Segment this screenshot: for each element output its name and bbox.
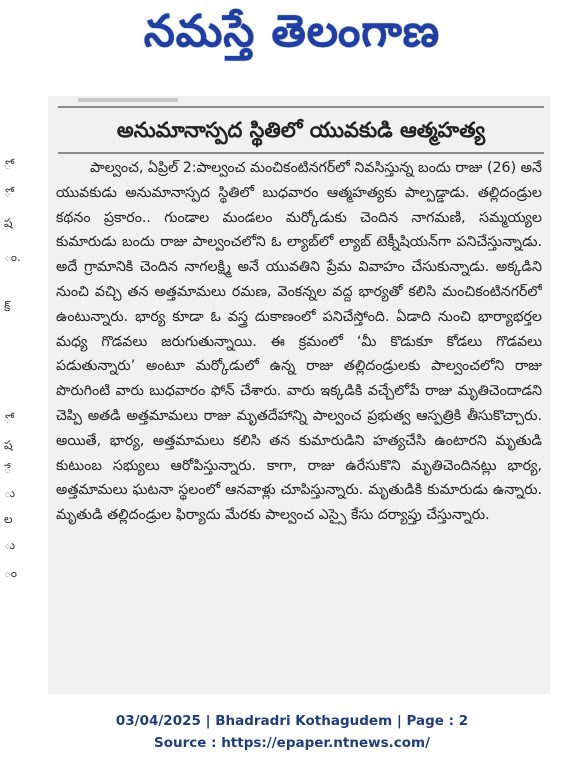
margin-fragment: ు bbox=[4, 538, 16, 552]
clipping-top-fragment bbox=[78, 98, 178, 102]
article-body-container bbox=[56, 156, 542, 686]
footer-source: Source : https://epaper.ntnews.com/ bbox=[153, 735, 431, 751]
margin-fragment: ం. bbox=[4, 250, 21, 264]
masthead bbox=[0, 0, 584, 80]
footer-date-edition: 03/04/2025 | Bhadradri Kothagudem | Page : 2 bbox=[115, 713, 469, 729]
margin-fragment: ు bbox=[4, 486, 16, 500]
margin-fragment: ల bbox=[4, 512, 13, 526]
article-body: పాల్వంచ, ఏప్రిల్ 2:పాల్వంచ మంచికంటినగర్‌లో నివసిస్తున్న బందు రాజు (26) అనే యువకుడు అనుమానాస్పద స్థితిలో బుధవారం ఆత్మహత్యకు పాల్పడ్డాడు. తల్లిదండ్రుల కథనం ప్రకారం.. గుండాల మండలం మర్కోడుకు చెందిన నాగమణి, సమ్మయ్యల కుమారుడు బందు రాజు పాల్వంచలోని ఓ ల్యాబ్‌లో ల్యాబ్ టెక్నీషియన్‌గా పనిచేస్తున్నాడు. అదే గ్రామానికి చెందిన నాగలక్ష్మి అనే యువతిని ప్రేమ వివాహం చేసుకున్నాడు. అక్కడిని నుంచి వచ్చి తన అత్తమామలు రమణ, వెంకన్నల వద్ద భార్యతో కలిసి మంచికంటినగర్‌లో ఉంటున్నారు. భార్య కూడా ఓ వస్త్ర దుకాణంలో పనిచేస్తోంది. ఏడాది నుంచి భార్యాభర్తల మధ్య గొడవలు జరుగుతున్నాయి. ఈ క్రమంలో ‘మీ కొడుకూ కోడలు గొడవలు పడుతున్నారు’ అంటూ మర్కోడులో ఉన్న రాజు తల్లిదండ్రులకు పాల్వంచలోని రాజు పొరుగింటి వారు బుధవారం ఫోన్ చేశారు. వారు ఇక్కడికి వచ్చేలోపే రాజు మృతిచెందాడని చెప్పి అతడి అత్తమామలు రాజు మృతదేహాన్ని పాల్వంచ ప్రభుత్వ ఆస్పత్రికి తీసుకొచ్చారు. అయితే, భార్య, అత్తమామలు కలిసి తన కుమారుడిని హత్యచేసి ఉంటారని మృతుడి కుటుంబ సభ్యులు ఆరోపిస్తున్నారు. కాగా, రాజు ఉరేసుకొని మృతిచెందినట్లు భార్య, అత్తమామలు ఘటనా స్థలంలో ఆనవాళ్లు చూపిస్తున్నారు. మృతుడికి కుమారుడు ఉన్నారు. మృతుడి తల్లిదండ్రుల ఫిర్యాదు మేరకు పాల్వంచ ఎస్సై కేసు దర్యాప్తు చేస్తున్నారు. bbox=[56, 160, 542, 524]
footer bbox=[0, 710, 584, 754]
article-headline: అనుమానాస్పద స్థితిలో యువకుడి ఆత్మహత్య bbox=[58, 106, 544, 154]
margin-fragment: ో bbox=[4, 186, 11, 200]
margin-fragment: ో bbox=[4, 412, 11, 426]
margin-fragment: ో bbox=[4, 158, 11, 172]
left-column-fragments bbox=[0, 150, 21, 600]
margin-fragment: ష bbox=[4, 438, 13, 452]
newspaper-logo: నమస్తే తెలంగాణ bbox=[143, 6, 441, 57]
margin-fragment: ష bbox=[4, 216, 13, 230]
margin-fragment: ం bbox=[4, 566, 18, 580]
margin-fragment: ే bbox=[4, 462, 11, 476]
margin-fragment: క్ bbox=[4, 300, 11, 314]
